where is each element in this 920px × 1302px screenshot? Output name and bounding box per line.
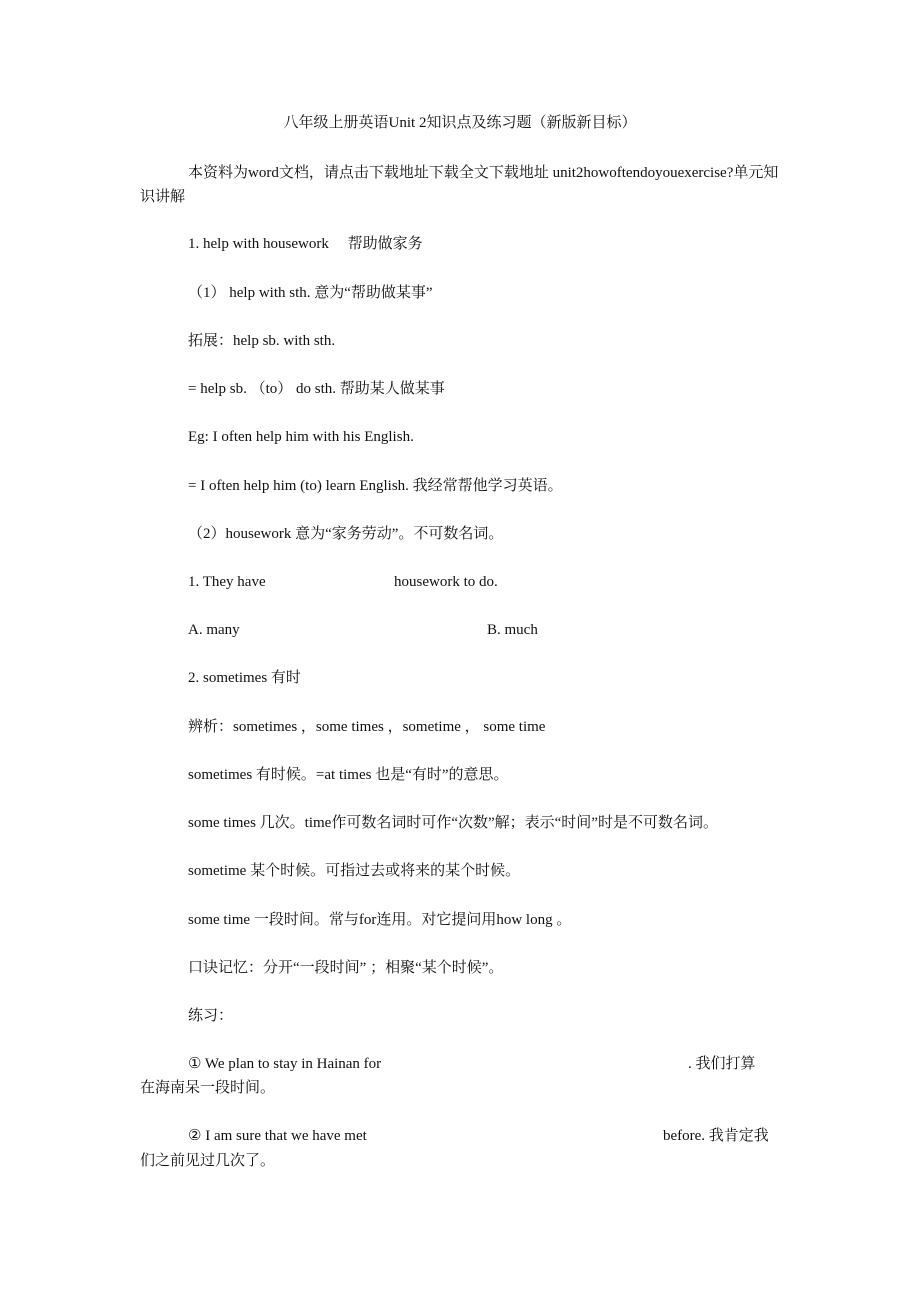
exercise-2 (188, 1126, 785, 1146)
example-sentence-1: Eg: I often help him with his English. (188, 429, 414, 445)
example-sentence-2: = I often help him (to) learn English. 我经常帮他学习英语。 (188, 478, 563, 494)
exercise-2-tail: before. 我肯定我 (663, 1128, 769, 1144)
exercise-1-continuation: 在海南呆一段时间。 (140, 1080, 276, 1096)
help-sb-do-sth-line: = help sb. （to） do sth. 帮助某人做某事 (188, 381, 445, 397)
document-title: 八年级上册英语Unit 2知识点及练习题（新版新目标） (283, 115, 637, 131)
question-1-stem: 1. They have (188, 574, 266, 590)
exercise-2-continuation: 们之前见过几次了。 (140, 1153, 276, 1169)
extension-line: 拓展：help sb. with sth. (188, 333, 336, 349)
question-1-options (188, 620, 788, 640)
option-a: A. many (188, 622, 240, 638)
option-b: B. much (487, 622, 538, 638)
some-times-definition: some times 几次。time作可数名词时可作“次数”解；表示“时间”时是不可数名词。 (188, 815, 718, 831)
intro-paragraph: 本资料为word文档，请点击下载地址下载全文下载地址 unit2howoftendoyouexercise?单元知识讲解 (140, 165, 779, 205)
point-help-with-housework: 1. help with housework 帮助做家务 (188, 236, 423, 252)
exercise-1-tail: . 我们打算 (688, 1056, 756, 1072)
exercise-2-stem: ② I am sure that we have met (188, 1128, 367, 1144)
analysis-line: 辨析：sometimes ，some times ，sometime ， some time (188, 719, 546, 735)
mnemonic-line: 口诀记忆：分开“一段时间” ；相聚“某个时候”。 (188, 960, 504, 976)
exercise-heading: 练习： (188, 1008, 234, 1024)
exercise-1 (188, 1054, 785, 1074)
point-housework: （2）housework 意为“家务劳动”。不可数名词。 (188, 526, 504, 542)
point-sometimes: 2. sometimes 有时 (188, 670, 301, 686)
question-1-tail: housework to do. (394, 574, 498, 590)
sometime-definition: sometime 某个时候。可指过去或将来的某个时候。 (188, 863, 521, 879)
question-1 (188, 572, 788, 592)
exercise-1-stem: ① We plan to stay in Hainan for (188, 1056, 382, 1072)
some-time-definition: some time 一段时间。常与for连用。对它提问用how long 。 (188, 912, 572, 928)
point-help-with-sth: （1） help with sth. 意为“帮助做某事” (188, 285, 433, 301)
sometimes-definition: sometimes 有时候。=at times 也是“有时”的意思。 (188, 767, 509, 783)
